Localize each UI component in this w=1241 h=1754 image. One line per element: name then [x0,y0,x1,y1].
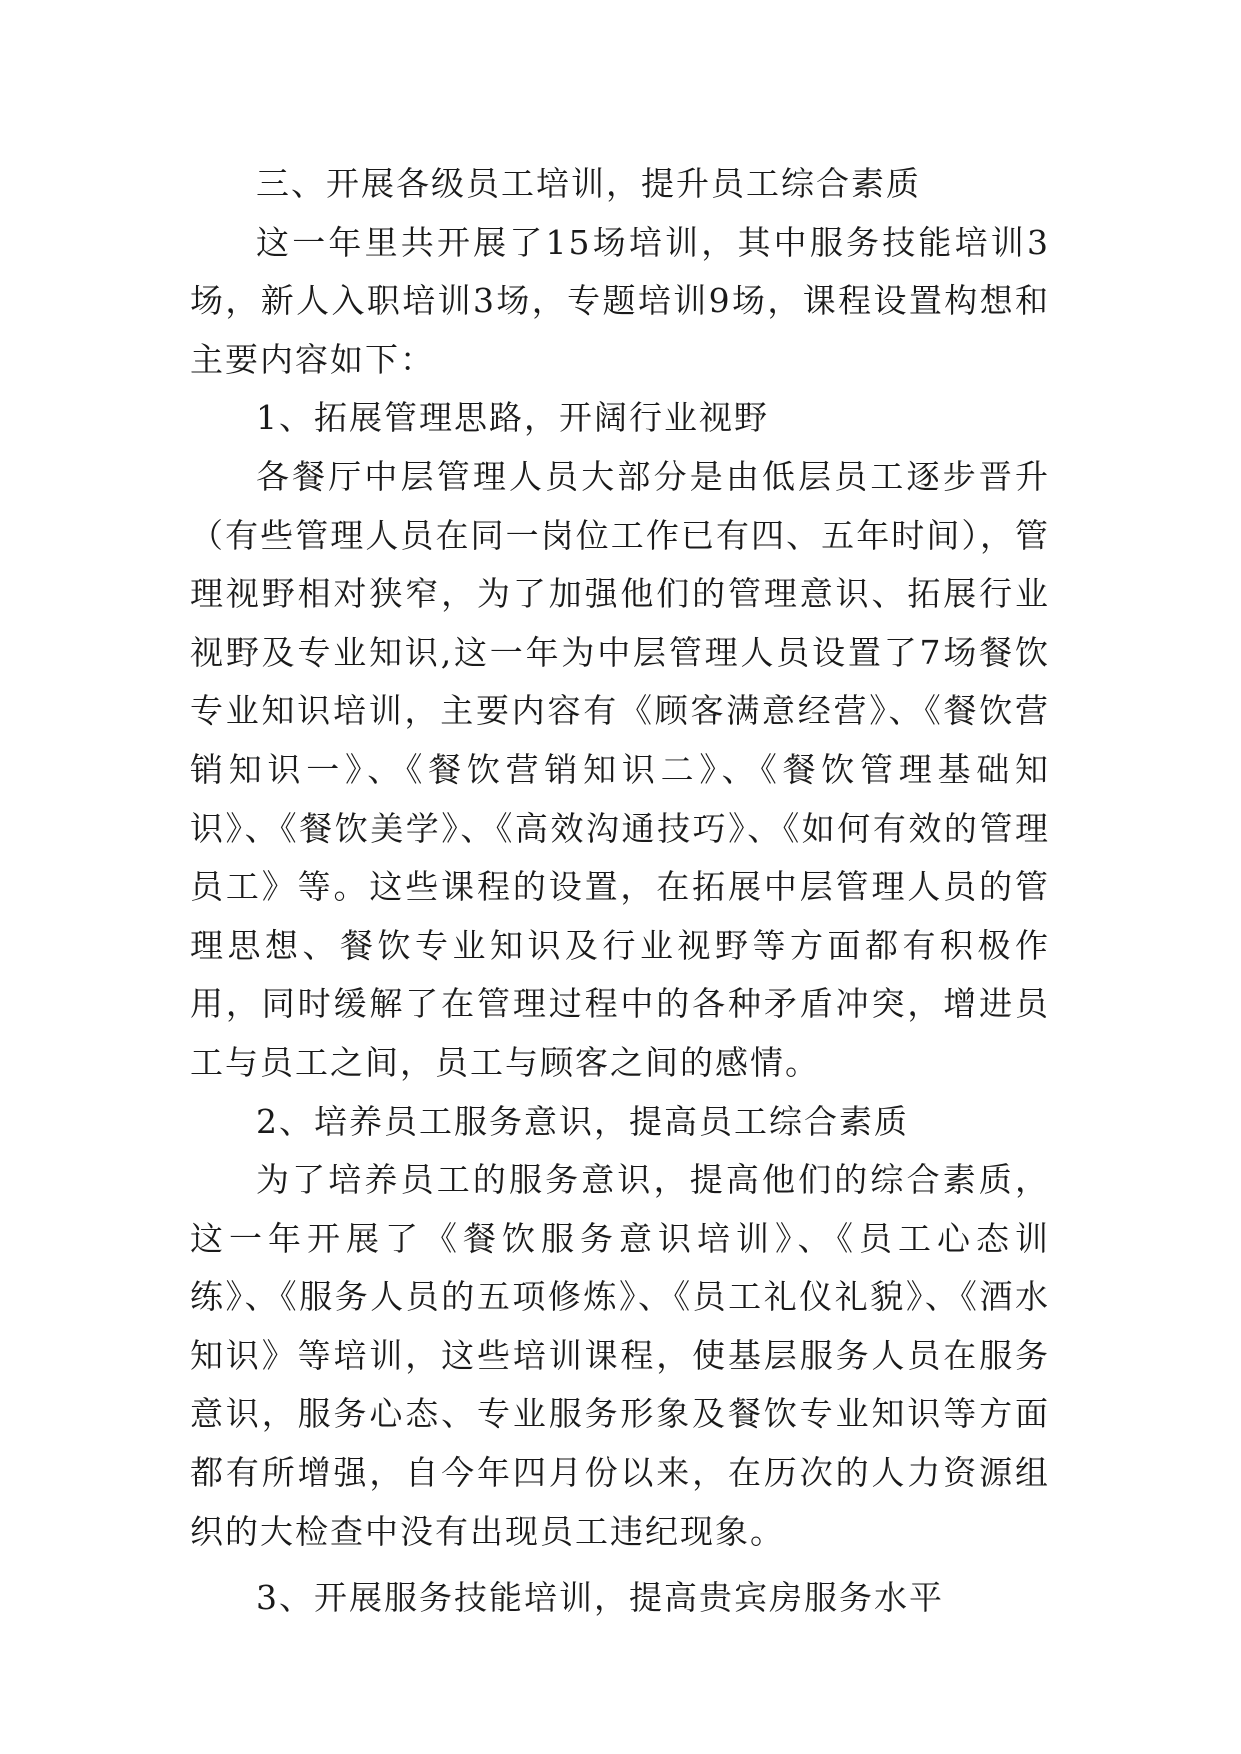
item1-heading: 1、拓展管理思路，开阔行业视野 [256,398,769,438]
item2-paragraph: 为了培养员工的服务意识，提高他们的综合素质，这一年开展了《餐饮服务意识培训》、《员工心态训练》、《服务人员的五项修炼》、《员工礼仪礼貌》、《酒水知识》等培训，这些培训课程，使基层服务人员在服务意识，服务心态、专业服务形象及餐饮专业知识等方面都有所增强，自今年四月份以来，在历次的人力资源组织的大检查中没有出现员工违纪现象。 [190,1160,1050,1551]
section-heading: 三、开展各级员工培训，提升员工综合素质 [256,164,921,203]
item2-heading: 2、培养员工服务意识，提高员工综合素质 [256,1101,909,1141]
item3-heading: 3、开展服务技能培训，提高贵宾房服务水平 [256,1578,944,1618]
document-body [190,155,1050,1628]
item1-paragraph: 各餐厅中层管理人员大部分是由低层员工逐步晋升（有些管理人员在同一岗位工作已有四、五年时间），管理视野相对狭窄，为了加强他们的管理意识、拓展行业视野及专业知识,这一年为中层管理人员设置了7场餐饮专业知识培训，主要内容有《顾客满意经营》、《餐饮营销知识一》、《餐饮营销知识二》、《餐饮管理基础知识》、《餐饮美学》、《高效沟通技巧》、《如何有效的管理员工》等。这些课程的设置，在拓展中层管理人员的管理思想、餐饮专业知识及行业视野等方面都有积极作用，同时缓解了在管理过程中的各种矛盾冲突，增进员工与员工之间，员工与顾客之间的感情。 [190,456,1050,1082]
intro-paragraph: 这一年里共开展了15场培训，其中服务技能培训3场，新人入职培训3场，专题培训9场，课程设置构想和主要内容如下： [190,222,1050,379]
